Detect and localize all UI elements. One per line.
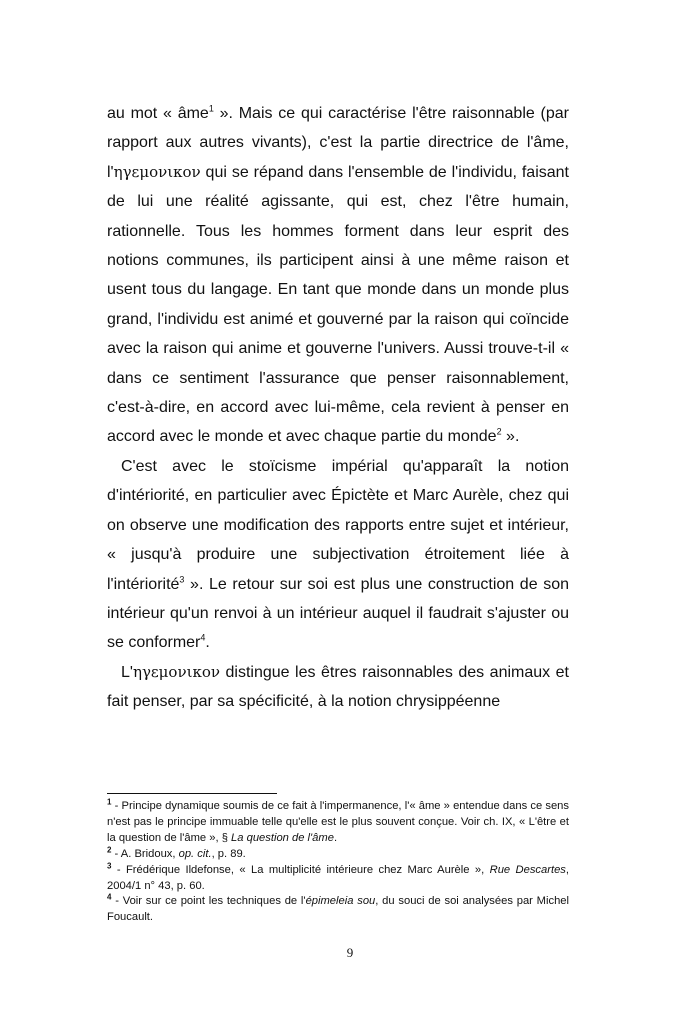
text-span: .	[333, 831, 338, 844]
text-span: , p. 89.	[211, 847, 246, 860]
greek-term: ηγεμονικον	[113, 162, 201, 181]
footnote-2	[107, 844, 569, 863]
footnote-ref-4[interactable]: 4	[200, 632, 206, 643]
text-span: ». Mais ce qui caractérise l'être raisonnable (par rapport aux autres vivants), c'est la partie directrice de l'âme, l'	[107, 105, 569, 181]
paragraph-1	[107, 99, 569, 452]
footnotes	[107, 799, 569, 926]
footnote-1	[107, 799, 569, 847]
page-number: 9	[346, 945, 354, 960]
text-span: , 2004/1 n° 43, p. 60.	[107, 863, 569, 892]
text-span: - Voir sur ce point les techniques de l'	[111, 895, 306, 908]
text-span: - Principe dynamique soumis de ce fait à l'impermanence, l'« âme » entendue dans ce sens n'est pas le principe immuable telle qu'elle est le plus souvent conçue. Voir ch. IX, « L'être et la question de l'âme », §	[107, 800, 569, 844]
text-span: distingue les êtres raisonnables des animaux et fait penser, par sa spécificité, à la notion chrysippéenne	[107, 663, 569, 711]
italic-text: Rue Descartes	[489, 863, 566, 876]
italic-text: épimeleia sou	[305, 895, 376, 908]
paragraph-3	[107, 658, 569, 717]
text-span: C'est avec le stoïcisme impérial qu'apparaît la notion d'intériorité, en particulier avec Épictète et Marc Aurèle, chez qui on observe une modification des rapports entre sujet et intérieur, « jusqu'à produire une subjectivation étroitement liée à l'intériorité	[107, 457, 569, 593]
text-span: qui se répand dans l'ensemble de l'individu, faisant de lui une réalité agissante, qui est, chez l'être humain, rationnelle. Tous les hommes forment dans leur esprit des notions communes, ils participent ainsi à une même raison et usent tous du langage. En tant que monde dans un monde plus grand, l'individu est animé et gouverné par la raison qui coïncide avec la raison qui anime et gouverne l'univers. Aussi trouve-t-il « dans ce sentiment l'assurance que penser raisonnablement, c'est-à-dire, en accord avec lui-même, cela revient à penser en accord avec le monde et avec chaque partie du monde	[107, 163, 569, 446]
footnote-ref-3[interactable]: 3	[179, 574, 185, 585]
text-span: ».	[501, 428, 520, 446]
footnote-mark: 4	[107, 892, 112, 902]
paragraph-2	[107, 452, 569, 658]
text-span: L'	[121, 663, 133, 681]
greek-term: ηγεμονικον	[132, 662, 220, 681]
italic-text: La question de l'âme	[231, 831, 334, 844]
text-span: ». Le retour sur soi est plus une construction de son intérieur qu'un renvoi à un intérieur auquel il faudrait s'ajuster ou se conformer	[107, 575, 569, 652]
body-text	[107, 99, 569, 717]
text-span: - Frédérique Ildefonse, « La multiplicité intérieure chez Marc Aurèle »,	[111, 863, 490, 876]
text-span: , du souci de soi analysées par Michel Foucault.	[107, 895, 569, 924]
footnote-ref-2[interactable]: 2	[496, 427, 502, 438]
text-span: - A. Bridoux,	[111, 847, 179, 860]
footnote-mark: 2	[107, 844, 112, 854]
footnote-divider	[107, 793, 277, 794]
text-span: au mot « âme	[107, 105, 209, 122]
footnote-3	[107, 860, 569, 895]
italic-text: op. cit.	[178, 847, 212, 860]
footnote-ref-1[interactable]: 1	[208, 103, 214, 114]
text-span: .	[205, 634, 210, 652]
footnote-4	[107, 894, 569, 926]
footnote-mark: 3	[107, 860, 112, 870]
footnote-mark: 1	[107, 797, 112, 807]
